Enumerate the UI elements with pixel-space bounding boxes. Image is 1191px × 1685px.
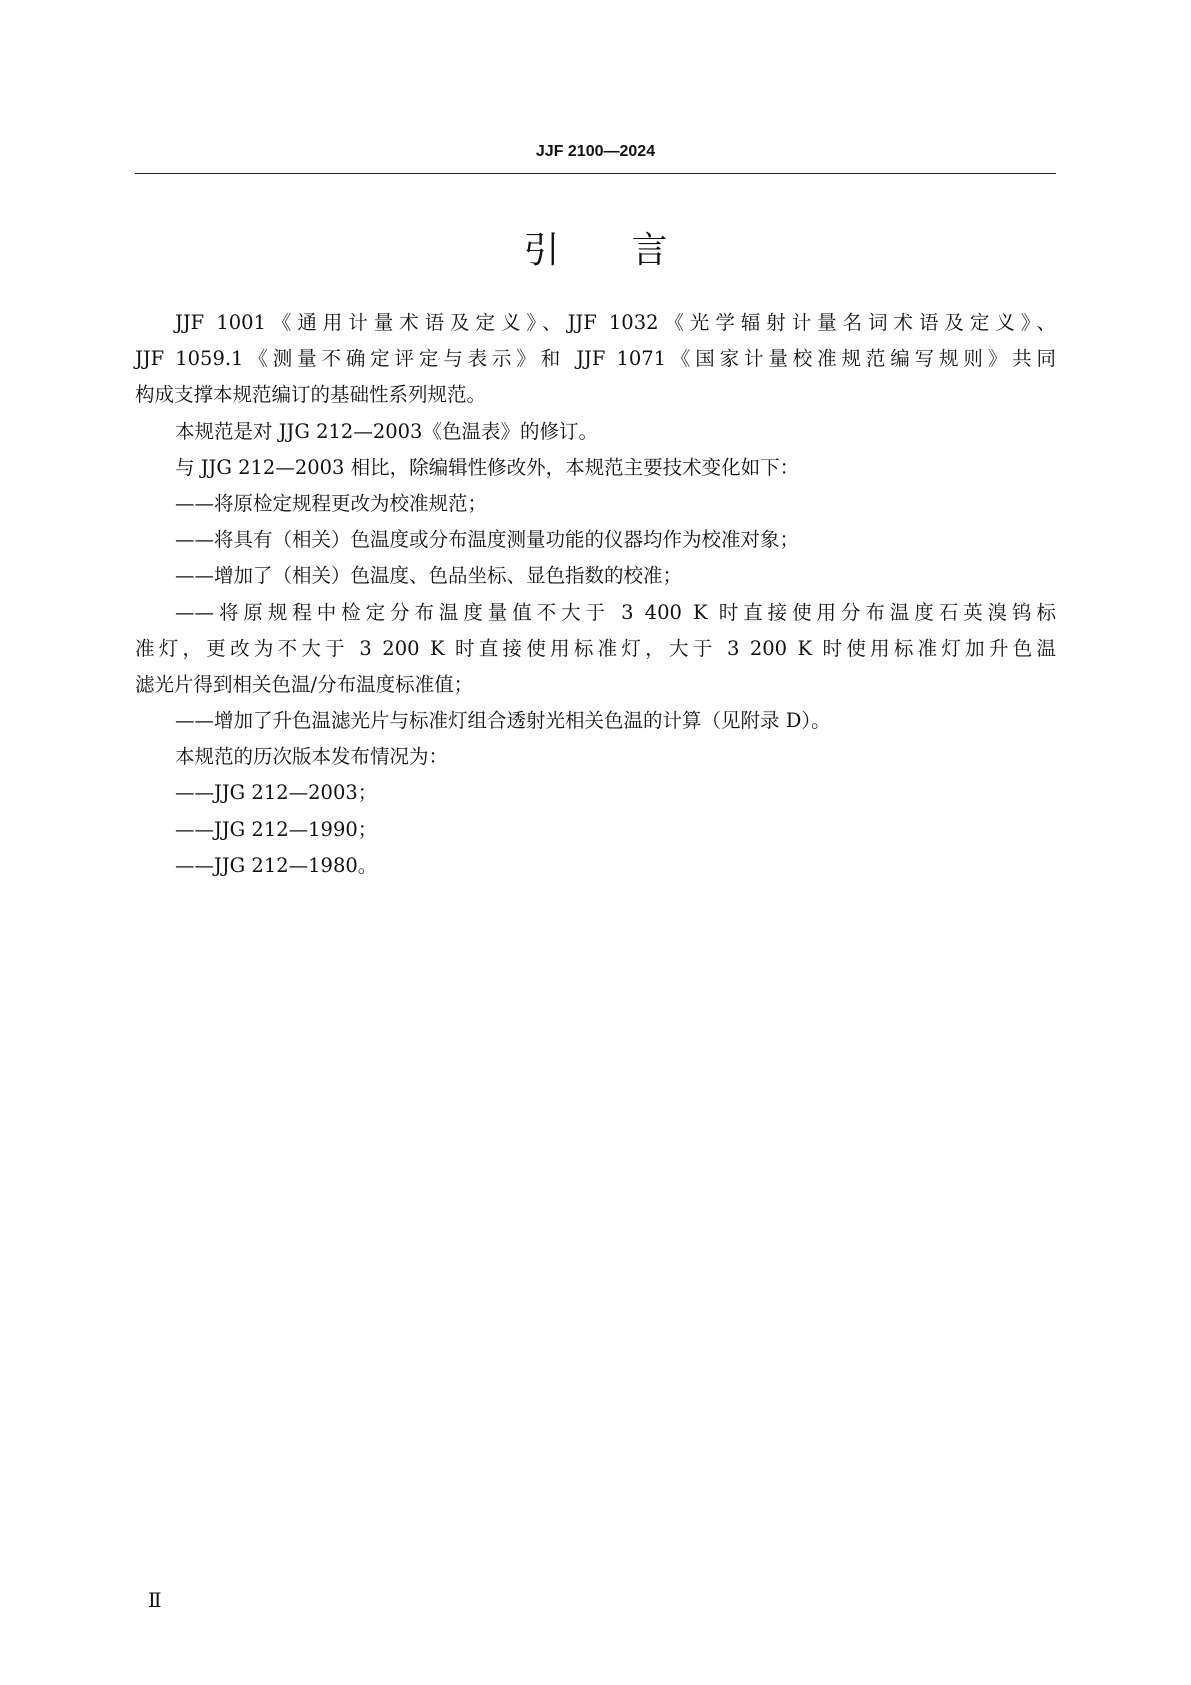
paragraph xyxy=(135,305,1056,414)
paragraph-line: 与 JJG 212—2003 相比，除编辑性修改外，本规范主要技术变化如下： xyxy=(175,455,800,479)
paragraph-line: ——JJG 212—2003； xyxy=(175,781,378,805)
paragraph-line: 本规范是对 JJG 212—2003《色温表》的修订。 xyxy=(175,419,598,443)
paragraph-line: ——将具有（相关）色温度或分布温度测量功能的仪器均作为校准对象； xyxy=(175,528,800,552)
paragraph-line: ——JJG 212—1980。 xyxy=(175,853,378,877)
document-code-header: JJF 2100—2024 xyxy=(535,143,656,160)
paragraph-line: 滤光片得到相关色温/分布温度标准值； xyxy=(135,672,474,696)
paragraph-line: ——将原检定规程更改为校准规范； xyxy=(175,491,488,515)
paragraph xyxy=(135,558,1056,594)
paragraph-line: 构成支撑本规范编订的基础性系列规范。 xyxy=(135,383,487,407)
paragraph-line: ——增加了升色温滤光片与标准灯组合透射光相关色温的计算（见附录 D）。 xyxy=(175,709,831,733)
paragraph xyxy=(135,595,1056,704)
paragraph-line: JJF 1001《通用计量术语及定义》、JJF 1032《光学辐射计量名词术语及定义》、 xyxy=(175,311,1056,334)
paragraph xyxy=(135,775,1056,811)
header-rule xyxy=(135,173,1056,174)
paragraph xyxy=(135,450,1056,486)
paragraph xyxy=(135,414,1056,450)
document-body xyxy=(135,305,1056,884)
paragraph xyxy=(135,739,1056,775)
paragraph-line: ——将原规程中检定分布温度量值不大于 3 400 K 时直接使用分布温度石英溴钨标 xyxy=(175,600,1056,624)
paragraph xyxy=(135,522,1056,558)
paragraph-line: ——JJG 212—1990； xyxy=(175,817,378,841)
paragraph xyxy=(135,848,1056,884)
paragraph xyxy=(135,812,1056,848)
paragraph-line: 准灯，更改为不大于 3 200 K 时直接使用标准灯，大于 3 200 K 时使用标准灯加升色温 xyxy=(135,636,1056,660)
paragraph xyxy=(135,486,1056,522)
paragraph xyxy=(135,703,1056,739)
paragraph-line: JJF 1059.1《测量不确定评定与表示》和 JJF 1071《国家计量校准规范编写规则》共同 xyxy=(135,347,1056,371)
paragraph-line: ——增加了（相关）色温度、色品坐标、显色指数的校准； xyxy=(175,564,683,588)
page-number: Ⅱ xyxy=(148,1588,162,1612)
page-title: 引言 xyxy=(523,230,740,271)
paragraph-line: 本规范的历次版本发布情况为： xyxy=(175,745,449,769)
